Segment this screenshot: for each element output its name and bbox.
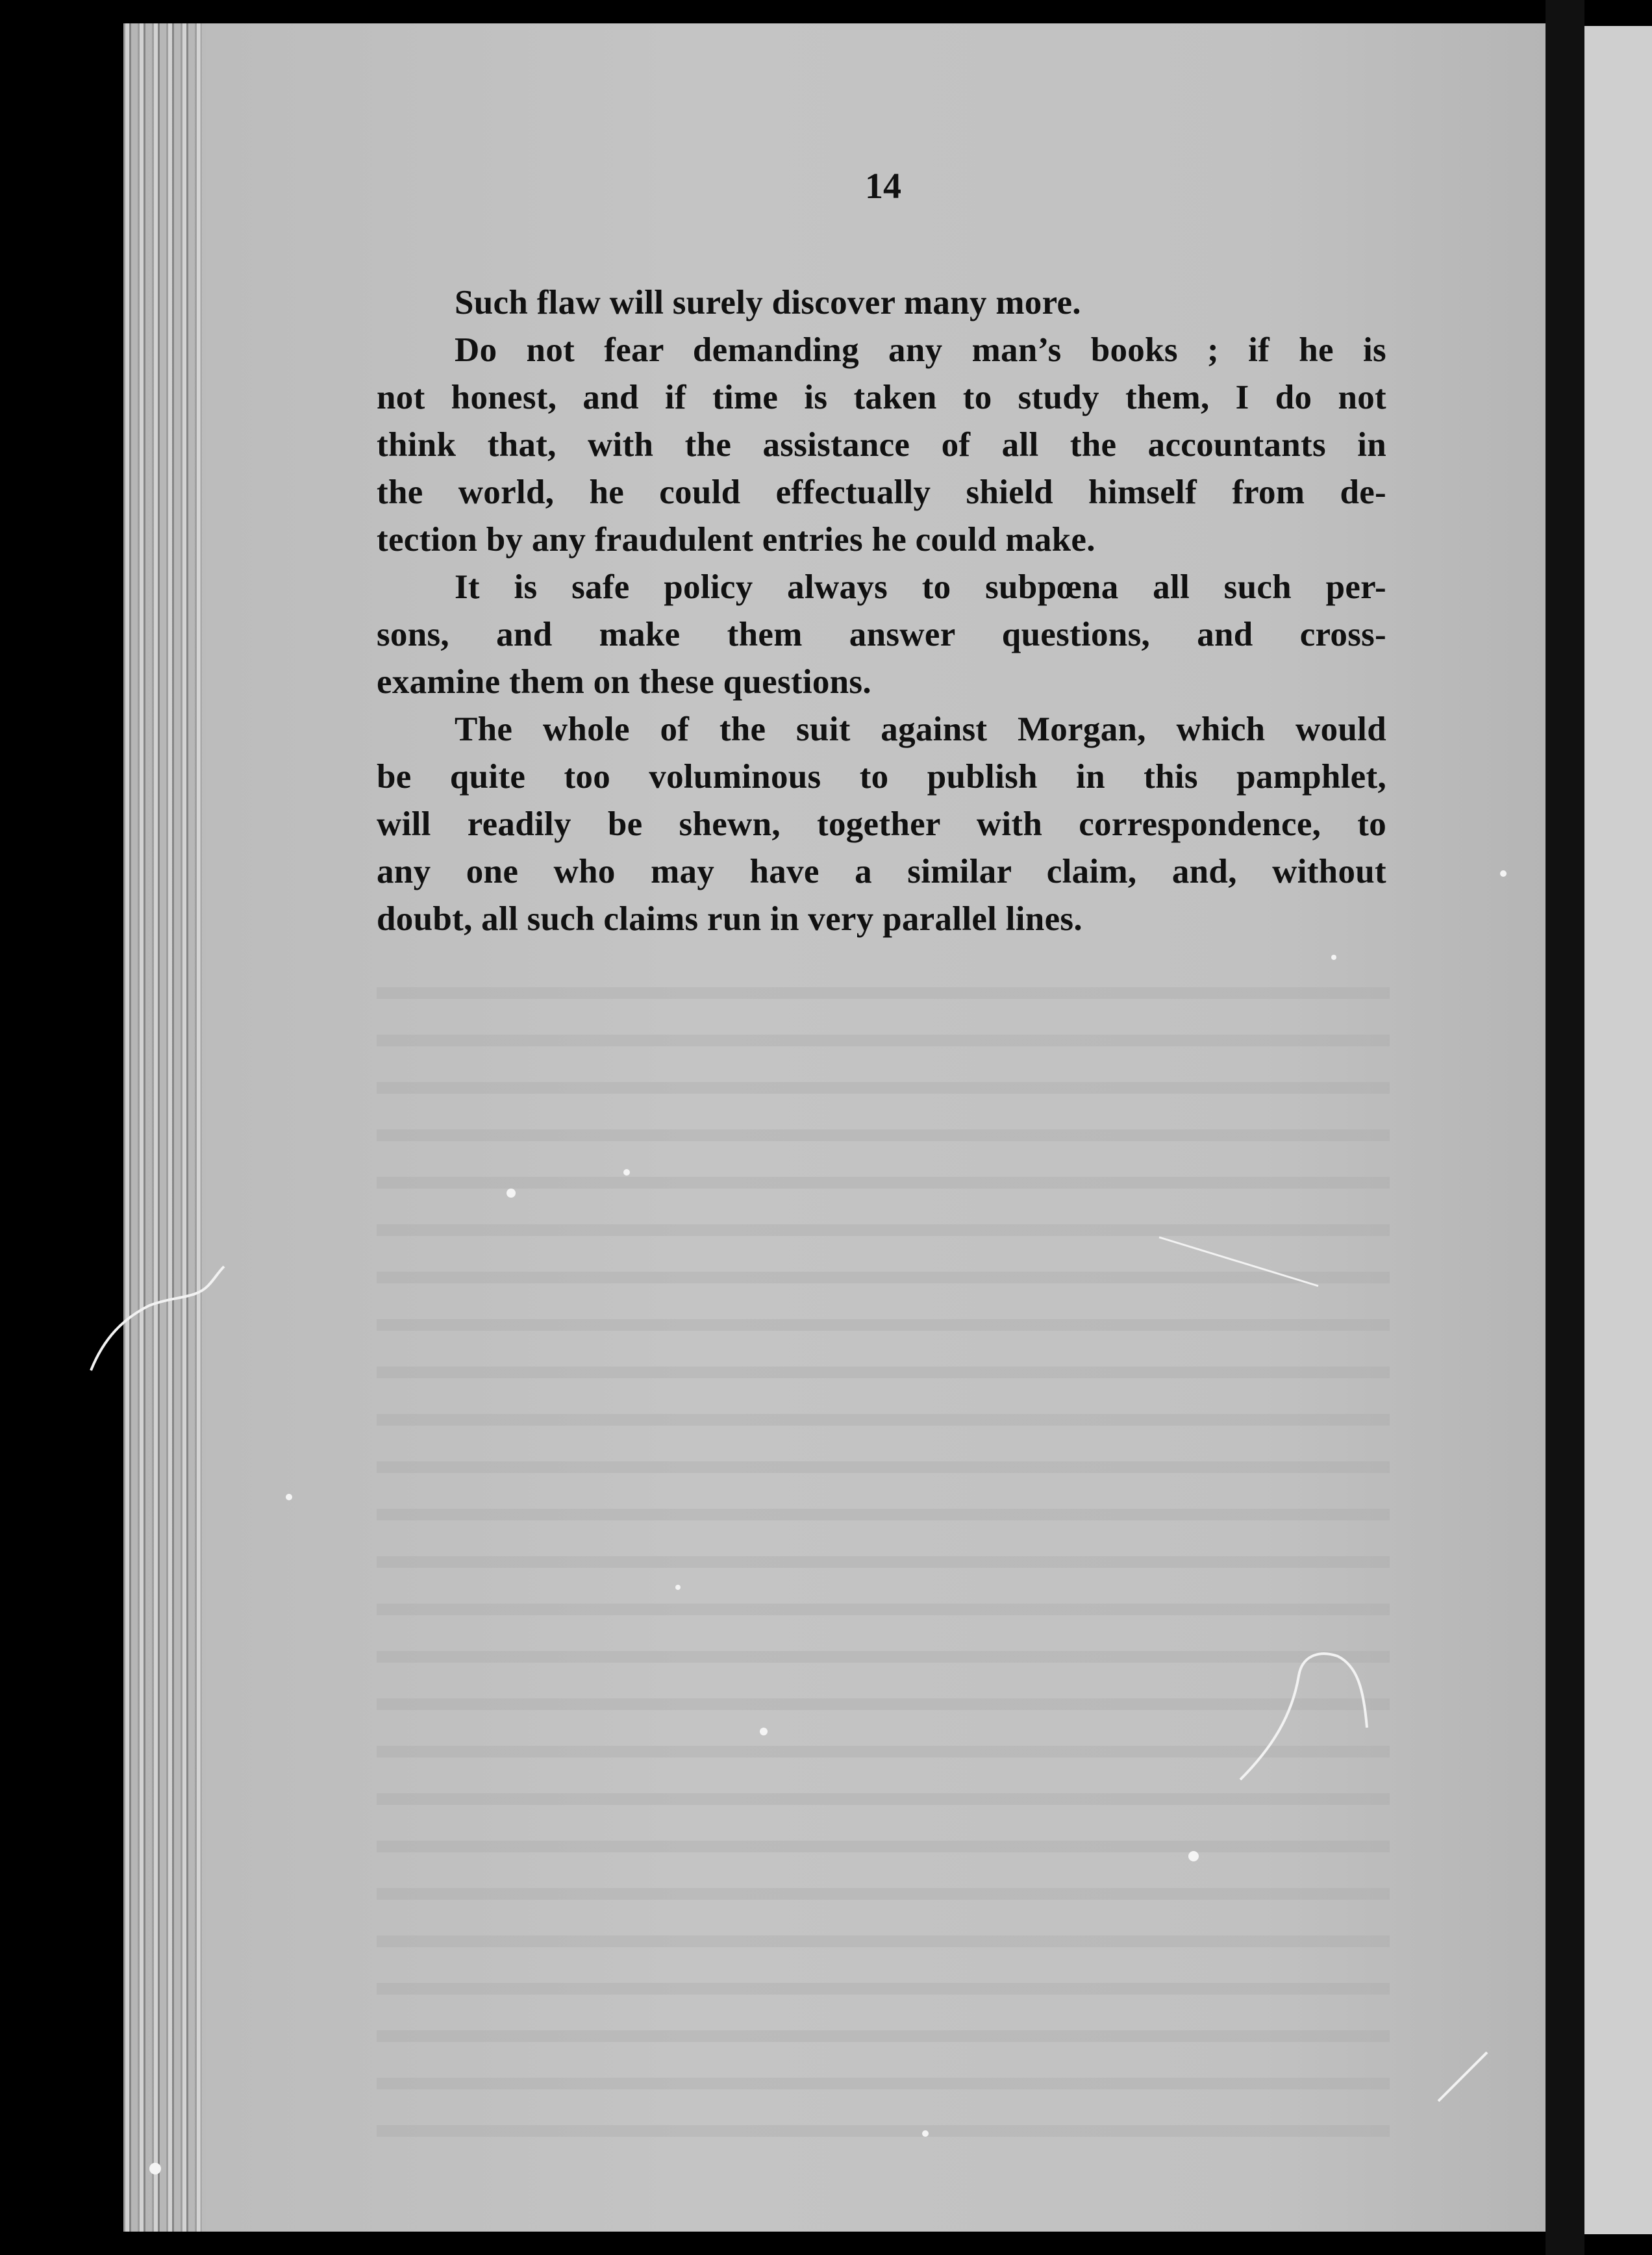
- text-line: Do not fear demanding any man’s books ; if he is: [455, 331, 1386, 369]
- speck: [1331, 955, 1336, 960]
- scratch-mark: [1435, 2046, 1494, 2104]
- text-line: not honest, and if time is taken to study them, I do not: [377, 379, 1386, 416]
- speck: [1500, 870, 1507, 877]
- page-number: 14: [865, 166, 901, 207]
- scratch-mark: [78, 1260, 234, 1377]
- text-line: think that, with the assistance of all the accountants in: [377, 426, 1386, 464]
- scratch-mark: [1156, 1234, 1325, 1292]
- text-line: Such flaw will surely discover many more.: [455, 284, 1081, 321]
- text-line: the world, he could effectually shield himself from de-: [377, 473, 1386, 511]
- binding-edge: [123, 23, 201, 2232]
- speck: [286, 1494, 292, 1500]
- speck: [1188, 1851, 1199, 1861]
- text-line: It is safe policy always to subpœna all such per-: [455, 568, 1386, 606]
- bleed-through-text: [377, 968, 1390, 2150]
- scratch-mark: [1234, 1637, 1390, 1793]
- text-line: tection by any fraudulent entries he could make.: [377, 521, 1095, 559]
- text-line: will readily be shewn, together with correspondence, to: [377, 805, 1386, 843]
- text-line: sons, and make them answer questions, and cross-: [377, 616, 1386, 653]
- body-text: [377, 279, 1386, 943]
- text-line: be quite too voluminous to publish in this pamphlet,: [377, 758, 1386, 796]
- speck: [760, 1728, 768, 1735]
- speck: [507, 1189, 516, 1198]
- text-line: The whole of the suit against Morgan, which would: [455, 711, 1386, 748]
- speck: [922, 2130, 929, 2137]
- speck: [623, 1169, 630, 1176]
- text-line: any one who may have a similar claim, and, without: [377, 853, 1386, 890]
- text-line: examine them on these questions.: [377, 663, 871, 701]
- speck: [149, 2163, 161, 2174]
- speck: [675, 1585, 681, 1590]
- page-gutter: [1546, 0, 1584, 2255]
- text-line: doubt, all such claims run in very parallel lines.: [377, 900, 1083, 938]
- facing-page: [1584, 26, 1652, 2234]
